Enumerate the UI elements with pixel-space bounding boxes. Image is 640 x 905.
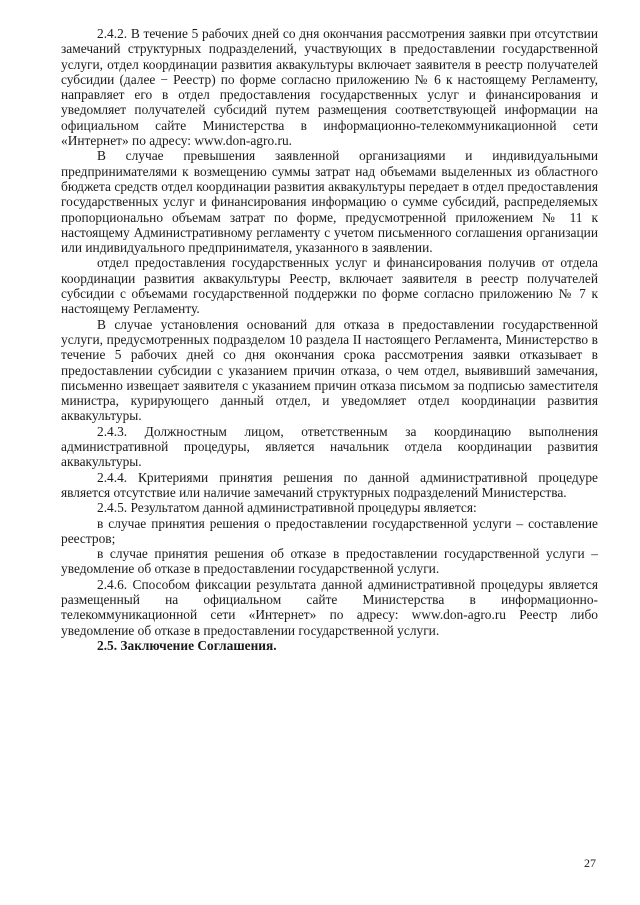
paragraph-result-refused: в случае принятия решения об отказе в предоставлении государственной услуги – уведомление об отказе в предоставлении государственной услуги. bbox=[61, 546, 598, 577]
section-heading: 2.5. Заключение Соглашения. bbox=[97, 637, 277, 653]
paragraph-2-4-4: 2.4.4. Критериями принятия решения по данной административной процедуре является отсутствие или наличие замечаний структурных подразделений Министерства. bbox=[61, 469, 598, 500]
paragraph-refusal-grounds: В случае установления оснований для отказа в предоставлении государственной услуги, предусмотренных подразделом 10 раздела II настоящего Регламента, Министерство в течение 5 рабочих дней со дня окончания срока рассмотрения заявки отказывает в предоставлении субсидии с указанием причин отказа, о чем отдел, выявивший замечания, письменно извещает заявителя с указанием причин отказа письмом за подписью заместителя министра, курирующего данный отдел, и уведомляет отдел координации развития аквакультуры. bbox=[61, 316, 598, 424]
paragraph-2-4-5: 2.4.5. Результатом данной административной процедуры является: bbox=[97, 500, 477, 516]
paragraph-result-granted: в случае принятия решения о предоставлении государственной услуги – составление реестров; bbox=[61, 515, 598, 546]
paragraph-2-4-3: 2.4.3. Должностным лицом, ответственным за координацию выполнения административной процедуры, является начальник отдела координации развития аквакультуры. bbox=[61, 423, 598, 470]
paragraph-finance-department: отдел предоставления государственных услуг и финансирования получив от отдела координации развития аквакультуры Реестр, включает заявителя в реестр получателей субсидии с объемами государственной поддержки по форме согласно приложению № 7 к настоящему Регламенту. bbox=[61, 255, 598, 317]
document-page bbox=[61, 26, 598, 653]
paragraph-2-4-6: 2.4.6. Способом фиксации результата данной административной процедуры является размещенный на официальном сайте Министерства в информационно-телекоммуникационной сети «Интернет» по адресу: www.don-agro.ru Реестр либо уведомление об отказе в предоставлении государственной услуги. bbox=[61, 576, 598, 638]
paragraph-excess-claims: В случае превышения заявленной организациями и индивидуальными предпринимателями к возмещению суммы затрат над объемами выделенных из областного бюджета средств отдел координации развития аквакультуры передает в отдел предоставления государственных услуг и финансирования информацию о сумме субсидий, распределяемых пропорционально объемам затрат по форме, предусмотренной приложением № 11 к настоящему Административному регламенту с учетом письменного соглашения организации или индивидуального предпринимателя, указанного в заявлении. bbox=[61, 148, 598, 256]
page-number: 27 bbox=[584, 856, 596, 870]
paragraph-2-4-2: 2.4.2. В течение 5 рабочих дней со дня окончания рассмотрения заявки при отсутствии замечаний структурных подразделений, участвующих в предоставлении государственной услуги, отдел координации развития аквакультуры включает заявителя в реестр получателей субсидии (далее − Реестр) по форме согласно приложению № 6 к настоящему Регламенту, направляет его в отдел предоставления государственных услуг и финансирования и уведомляет получателей субсидий путем размещения соответствующей информации на официальном сайте Министерства в информационно-телекоммуникационной сети «Интернет» по адресу: www.don-agro.ru. bbox=[61, 26, 598, 149]
